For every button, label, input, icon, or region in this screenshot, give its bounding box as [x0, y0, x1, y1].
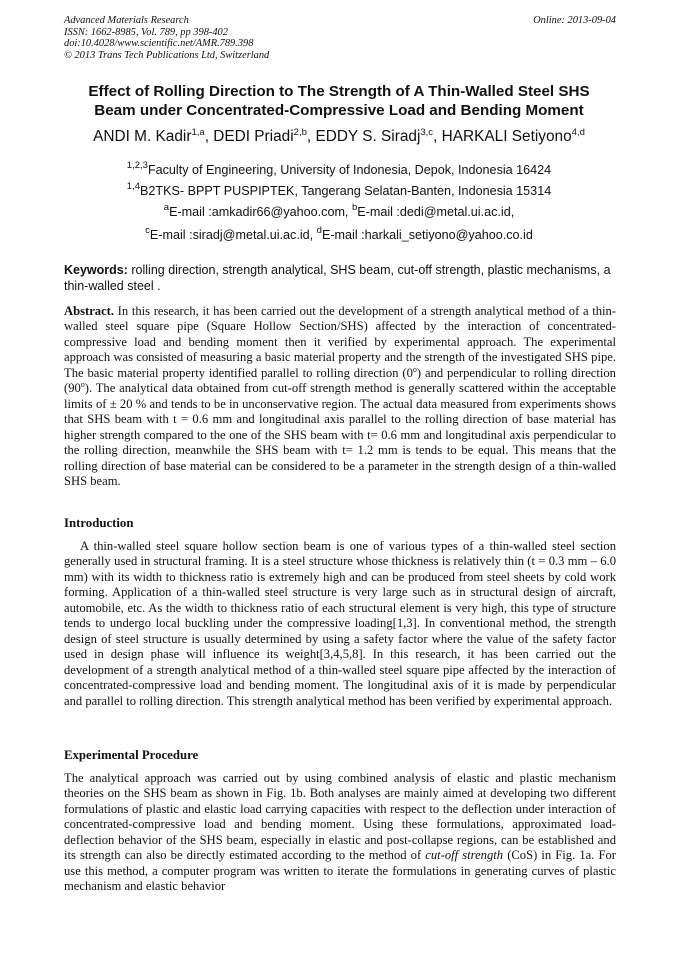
affiliation-1: $^{1,2,3}$Faculty of Engineering, University of Indonesia, Depok, Indonesia 16424 [126, 160, 552, 177]
issn-line: ISSN: 1662-8985, Vol. 789, pp 398-402 [64, 26, 228, 38]
author-2: DEDI Priadi$^{2,b}$, [213, 127, 316, 145]
email-line-1: $^a$E-mail :amkadir66@yahoo.com, $^b$E-mail :dedi@metal.ui.ac.id, [163, 202, 515, 219]
abstract: Abstract. In this research, it has been carried out the development of a strength analytical method of a thin-walled steel square pipe (Square Hollow Section/SHS) affected by the interaction of concentrated-compressive load and bending moment then it verified by experimental approach. The experimental approach was consisted of measuring a basic material property and the strength of the investigated SHS pipe. The basic material property identified parallel to rolling direction (0$^o$) and perpendicular to rolling direction (90$^o$). The analytical data obtained from cut-off strength method is generally scattered within the acceptable limits of ± 20 % and tends to be in unconservative region. The actual data measured from experiments shows that SHS beam with t = 0.6 mm and longitudinal axis parallel to the rolling direction of base material has higher strength compared to the one of the SHS beam with t= 0.6 mm and longitudinal axis perpendicular to the rolling direction, meanwhile the SHS beam with t= 1.2 mm is tends to be equal. This means that the rolling direction of base material can be considered to be a parameter in the strength design of a thin-walled SHS beam. [64, 304, 616, 488]
doi-line: doi:10.4028/www.scientific.net/AMR.789.398 [64, 38, 254, 50]
title-line-2: Beam under Concentrated-Compressive Load and Bending Moment [94, 102, 584, 119]
copyright-line: © 2013 Trans Tech Publications Ltd, Switzerland [64, 49, 270, 61]
title-line-1: Effect of Rolling Direction to The Strength of A Thin-Walled Steel SHS [88, 83, 590, 100]
experimental-body: The analytical approach was carried out by using combined analysis of elastic and plastic mechanism theories on the SHS beam as shown in Fig. 1b. Both analyses are mainly aimed at developing two different formulations of plastic and elastic load carrying capacities with respect to the deflection under interaction of concentrated-compressive load and bending moment. Using these formulations, approximated load-deflection behavior of the SHS beam, especially in elastic and post-collapse regions, can be established and its strength can also be directly estimated according to the method of cut-off strength (CoS) in Fig. 1a. For use this method, a computer program was written to iterate the formulations in generating curves of plastic mechanism and elastic behavior [64, 771, 616, 894]
affiliation-2: $^{1,4}$B2TKS- BPPT PUSPIPTEK, Tangerang Selatan-Banten, Indonesia 15314 [126, 181, 552, 198]
journal-header [64, 15, 616, 61]
email-line-2: $^c$E-mail :siradj@metal.ui.ac.id, $^d$E-mail :harkali_setiyono@yahoo.co.id [145, 225, 533, 242]
keywords [64, 262, 618, 294]
experimental-heading: Experimental Procedure [64, 748, 199, 762]
author-4: HARKALI Setiyono$^{4,d}$ [441, 127, 585, 145]
keywords-text: rolling direction, strength analytical, SHS beam, cut-off strength, plastic mechanisms, a thin-walled steel . [64, 263, 611, 293]
abstract-label: Abstract. [64, 304, 115, 318]
journal-name: Advanced Materials Research [64, 15, 189, 26]
introduction-heading: Introduction [64, 516, 134, 530]
author-list [0, 127, 678, 147]
author-3: EDDY S. Siradj$^{3,c}$, [315, 127, 442, 145]
online-date: Online: 2013-09-04 [533, 15, 616, 26]
introduction-body: A thin-walled steel square hollow section beam is one of various types of a thin-walled steel section generally used in structural framing. It is a steel structure whose thickness is relatively thin (t = 0.3 mm – 6.0 mm) with its width to thickness ratio is extremely high and can be produced from steel sheets by cold work forming. Application of a thin-walled steel structure is very large such as in structural design of aircraft, automobile, etc. As the width to thickness ratio of each structural element is very high, this type of structure tends to undergo local buckling under the compressive loading[1,3]. In conventional method, the strength design of steel structure is usually determined by using a safety factor where the value of the safety factor used in design phase will influence its weight[3,4,5,8]. In this research, it has been carried out the development of a strength analytical method of a thin-walled steel square pipe affected by the interaction of concentrated-compressive load and bending moment. The longitudinal axis of it is made by perpendicular and parallel to rolling direction. This strength analytical method has been verified by experimental approach. [64, 539, 616, 708]
author-1: ANDI M. Kadir$^{1,a}$, [93, 127, 214, 145]
keywords-label: Keywords: [64, 263, 128, 277]
paper-title [40, 82, 638, 120]
